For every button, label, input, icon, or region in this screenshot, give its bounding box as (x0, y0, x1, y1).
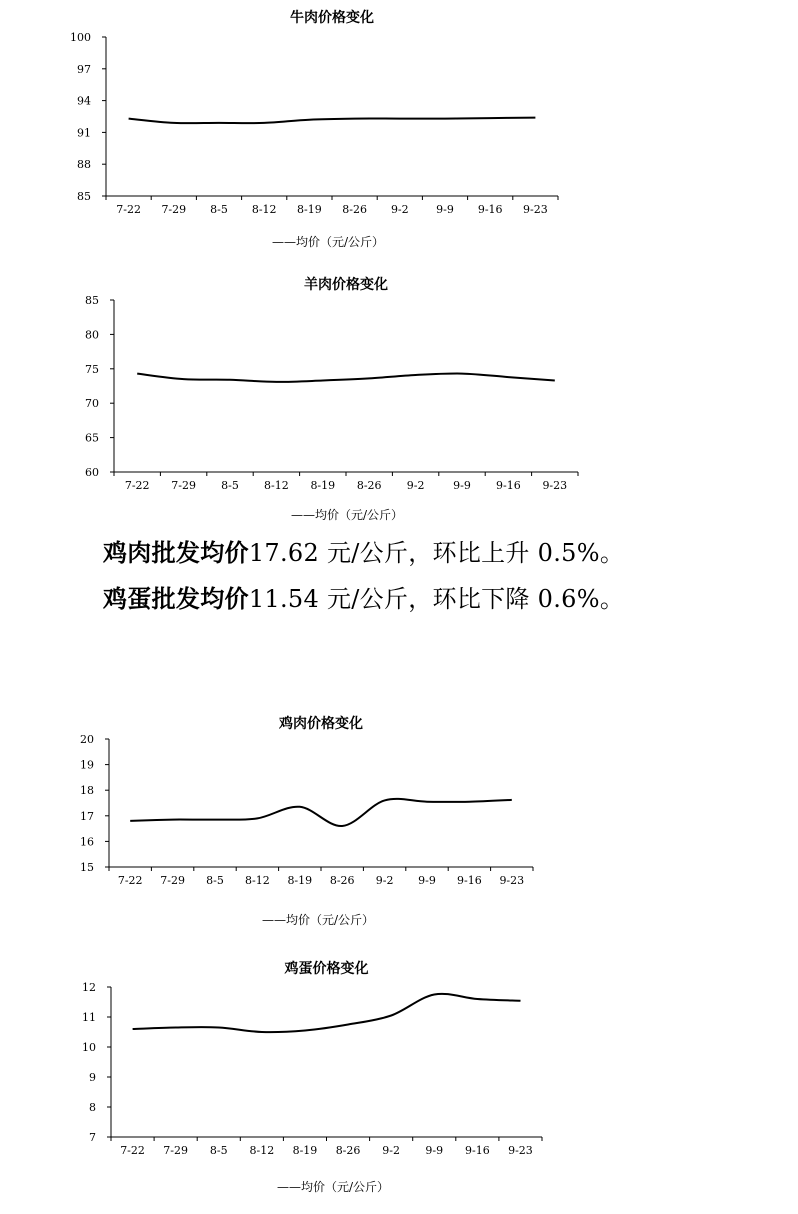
y-tick-label: 16 (80, 835, 94, 849)
y-tick-label: 19 (80, 758, 94, 772)
x-tick-label: 9-9 (418, 874, 436, 887)
y-tick-label: 9 (89, 1071, 96, 1084)
y-tick-label: 91 (77, 126, 91, 140)
x-tick-label: 7-22 (117, 874, 143, 887)
x-tick-label: 8-19 (310, 479, 336, 492)
x-tick-label: 9-23 (508, 1144, 533, 1157)
x-tick-label: 8-19 (287, 874, 313, 887)
chart-title: 鸡肉价格变化 (279, 716, 363, 732)
x-tick-label: 9-2 (390, 203, 409, 216)
x-tick-label: 8-12 (264, 479, 289, 492)
egg-summary-rest: 11.54 元/公斤，环比下降 0.6%。 (248, 585, 625, 613)
x-tick-label: 9-16 (464, 1144, 490, 1157)
chart-title: 羊肉价格变化 (304, 277, 388, 293)
chart-title: 牛肉价格变化 (290, 10, 374, 26)
legend-entry: ——均价（元/公斤） (261, 913, 375, 927)
x-tick-label: 7-22 (124, 479, 150, 492)
x-tick-label: 9-2 (382, 1144, 401, 1157)
y-tick-label: 20 (80, 733, 94, 746)
series-line (129, 118, 536, 124)
x-tick-label: 9-23 (542, 479, 568, 492)
y-tick-label: 85 (77, 190, 91, 203)
y-tick-label: 15 (80, 861, 94, 874)
x-tick-label: 9-16 (477, 203, 503, 216)
x-tick-label: 9-2 (406, 479, 425, 492)
y-tick-label: 60 (85, 466, 99, 479)
legend-entry: ——均价（元/公斤） (276, 1180, 390, 1194)
x-tick-label: 7-29 (163, 1144, 189, 1157)
x-tick-label: 9-16 (457, 874, 482, 887)
x-tick-label: 9-16 (496, 479, 521, 492)
y-tick-label: 12 (82, 981, 96, 994)
y-tick-label: 8 (89, 1101, 96, 1114)
x-tick-label: 7-29 (160, 874, 185, 887)
legend-entry: ——均价（元/公斤） (290, 508, 404, 522)
chicken-summary-rest: 17.62 元/公斤，环比上升 0.5%。 (248, 539, 625, 567)
x-tick-label: 8-26 (342, 203, 367, 216)
mutton-price-chart (0, 260, 798, 530)
x-tick-label: 7-22 (120, 1144, 145, 1157)
y-tick-label: 75 (85, 362, 99, 376)
y-tick-label: 10 (82, 1041, 96, 1054)
x-tick-label: 7-22 (116, 203, 141, 216)
y-tick-label: 97 (77, 62, 91, 76)
chicken-price-chart (0, 700, 798, 945)
x-tick-label: 8-12 (251, 203, 277, 216)
x-tick-label: 7-29 (161, 203, 187, 216)
x-tick-label: 8-12 (245, 874, 270, 887)
legend-entry: ——均价（元/公斤） (271, 235, 385, 249)
x-tick-label: 7-29 (171, 479, 196, 492)
chicken-summary (103, 538, 624, 568)
x-tick-label: 8-5 (206, 874, 224, 887)
egg-summary (103, 584, 624, 614)
y-tick-label: 17 (80, 809, 94, 823)
x-tick-label: 8-26 (356, 479, 382, 492)
x-tick-label: 9-9 (453, 479, 471, 492)
x-tick-label: 9-23 (523, 203, 548, 216)
x-tick-label: 8-26 (335, 1144, 361, 1157)
y-tick-label: 88 (77, 158, 91, 172)
x-tick-label: 8-5 (210, 203, 228, 216)
y-tick-label: 70 (85, 397, 99, 411)
x-tick-label: 9-2 (375, 874, 394, 887)
y-tick-label: 94 (77, 94, 91, 108)
y-tick-label: 100 (70, 31, 91, 44)
series-line (130, 799, 512, 826)
egg-price-chart (0, 945, 798, 1210)
x-tick-label: 8-19 (292, 1144, 318, 1157)
beef-price-chart (0, 0, 798, 260)
x-tick-label: 9-23 (499, 874, 525, 887)
egg-summary-prefix: 鸡蛋批发均价 (103, 584, 249, 613)
y-tick-label: 7 (89, 1131, 96, 1144)
y-tick-label: 85 (85, 294, 99, 307)
y-tick-label: 11 (82, 1011, 96, 1024)
y-tick-label: 18 (80, 784, 94, 798)
x-tick-label: 9-9 (425, 1144, 444, 1157)
y-tick-label: 80 (85, 328, 99, 342)
chicken-summary-prefix: 鸡肉批发均价 (103, 538, 249, 567)
y-tick-label: 65 (85, 431, 99, 445)
chart-title: 鸡蛋价格变化 (284, 961, 369, 977)
x-tick-label: 9-9 (436, 203, 454, 216)
x-tick-label: 8-19 (297, 203, 322, 216)
series-line (137, 374, 555, 382)
x-tick-label: 8-26 (329, 874, 355, 887)
x-tick-label: 8-5 (221, 479, 239, 492)
x-tick-label: 8-12 (249, 1144, 275, 1157)
series-line (133, 994, 521, 1032)
x-tick-label: 8-5 (209, 1144, 228, 1157)
